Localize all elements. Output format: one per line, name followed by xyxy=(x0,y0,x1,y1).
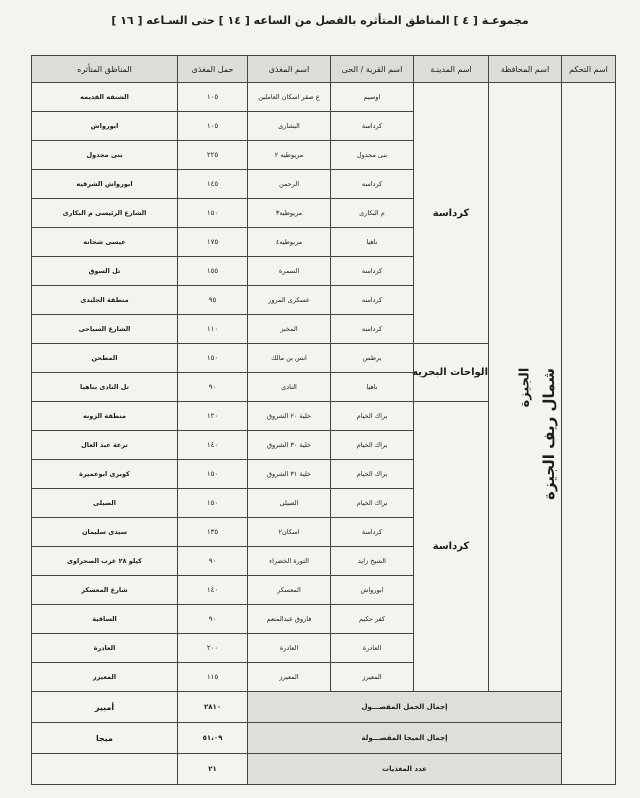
load-cell: ٢٠٠ xyxy=(178,634,248,663)
area-cell: شارع المعسكر xyxy=(32,576,178,605)
feeder-cell: الرحمن xyxy=(248,170,331,199)
control-cell xyxy=(540,83,616,785)
summary-label: إجمال الحمل المفصـــول xyxy=(248,692,562,723)
summary-row-feeder-count xyxy=(32,754,616,785)
village-cell: براك الخيام xyxy=(331,489,414,518)
header-control: اسم التحكم xyxy=(562,56,616,83)
load-cell: ١٥٥ xyxy=(178,257,248,286)
feeder-cell: الصيلى xyxy=(248,489,331,518)
feeder-cell: المخبز xyxy=(248,315,331,344)
page-title: مجموعـة [ ٤ ] المناطق المتأثره بالفصل من الساعه [ ١٤ ] حتى السـاعه [ ١٦ ] xyxy=(111,14,529,27)
village-cell: براك الخيام xyxy=(331,431,414,460)
feeder-cell: المعيرز xyxy=(248,663,331,692)
summary-row-total-mega xyxy=(32,723,616,754)
village-cell: المعيرز xyxy=(331,663,414,692)
load-cell: ١٥٠ xyxy=(178,489,248,518)
feeder-cell: العادرة xyxy=(248,634,331,663)
city-cell: كرداسة xyxy=(414,83,489,344)
area-cell: منطقة الزونه xyxy=(32,402,178,431)
outage-table xyxy=(31,55,616,785)
village-cell: ابورواش xyxy=(331,576,414,605)
feeder-cell: خلية ٣٠ الشروق xyxy=(248,431,331,460)
area-cell: سيدى سليمان xyxy=(32,518,178,547)
feeder-cell: المعسكر xyxy=(248,576,331,605)
area-cell: الساقية xyxy=(32,605,178,634)
area-cell: ترعة عبد العال xyxy=(32,431,178,460)
area-cell: الشنقه القديمه xyxy=(32,83,178,112)
village-cell: كرداسة xyxy=(331,518,414,547)
summary-value: ٢١ xyxy=(178,754,248,785)
load-cell: ١٠٥ xyxy=(178,83,248,112)
feeder-cell: ع صقر اسكان العاملين xyxy=(248,83,331,112)
summary-blank xyxy=(32,754,178,785)
load-cell: ١٤٠ xyxy=(178,576,248,605)
summary-unit: ميجا xyxy=(32,723,178,754)
area-cell: منطقة الجلبدى xyxy=(32,286,178,315)
village-cell: كرداسه xyxy=(331,257,414,286)
governorate-name: الجيزة xyxy=(517,367,533,407)
load-cell: ١١٥ xyxy=(178,663,248,692)
load-cell: ١٥٠ xyxy=(178,199,248,228)
feeder-cell: خلية ٣١ الشروق xyxy=(248,460,331,489)
summary-row-total-load xyxy=(32,692,616,723)
feeder-cell: البشارى xyxy=(248,112,331,141)
village-cell: الشيخ زايد xyxy=(331,547,414,576)
load-cell: ١٠٥ xyxy=(178,112,248,141)
feeder-cell: السمرة xyxy=(248,257,331,286)
area-cell: كوبرى ابوعميرة xyxy=(32,460,178,489)
summary-value: ٥١،٠٩ xyxy=(178,723,248,754)
header-load: حمل المغذى xyxy=(178,56,248,83)
city-cell: الواحات البحريه xyxy=(414,344,489,402)
village-cell: م البكارى xyxy=(331,199,414,228)
village-cell: كرداسه xyxy=(331,170,414,199)
village-cell: ناهيا xyxy=(331,373,414,402)
area-cell: بنى مجدول xyxy=(32,141,178,170)
area-cell: العادرة xyxy=(32,634,178,663)
feeder-cell: عسكرى المرور xyxy=(248,286,331,315)
area-cell: الشارع السياحى xyxy=(32,315,178,344)
header-row xyxy=(32,56,616,83)
table-row xyxy=(32,83,616,112)
village-cell: بنى مجدول xyxy=(331,141,414,170)
summary-label: إجمال الميجا المفصـــولة xyxy=(248,723,562,754)
load-cell: ٢٢٥ xyxy=(178,141,248,170)
summary-unit: أمبير xyxy=(32,692,178,723)
header-feeder: اسم المغذى xyxy=(248,56,331,83)
feeder-cell: انس بن مالك xyxy=(248,344,331,373)
area-cell: ابورواش الشرقيه xyxy=(32,170,178,199)
village-cell: براك الخيام xyxy=(331,460,414,489)
city-cell: كرداسة xyxy=(414,402,489,692)
load-cell: ١٥٠ xyxy=(178,460,248,489)
area-cell: المعيرز xyxy=(32,663,178,692)
load-cell: ٩٥ xyxy=(178,286,248,315)
feeder-cell: اسكان٢ xyxy=(248,518,331,547)
area-cell: تل السوق xyxy=(32,257,178,286)
village-cell: ناهيا xyxy=(331,228,414,257)
area-cell: تل النادى بناهيا xyxy=(32,373,178,402)
load-cell: ٩٠ xyxy=(178,547,248,576)
village-cell: برطس xyxy=(331,344,414,373)
village-cell: اوسيم xyxy=(331,83,414,112)
header-city: اسم المدينـة xyxy=(414,56,489,83)
control-name: شمال ريف الجيزة xyxy=(540,367,559,500)
village-cell: براك الخيام xyxy=(331,402,414,431)
summary-value: ٢٨١٠ xyxy=(178,692,248,723)
summary-label: عدد المغذيات xyxy=(248,754,562,785)
header-governorate: اسم المحافظة xyxy=(489,56,562,83)
area-cell: الصيلى xyxy=(32,489,178,518)
village-cell: كرداسه xyxy=(331,315,414,344)
feeder-cell: مريوطيه٣ xyxy=(248,199,331,228)
header-areas: المناطق المتأثره xyxy=(32,56,178,83)
load-cell: ١٥٠ xyxy=(178,344,248,373)
area-cell: عيسى شحاته xyxy=(32,228,178,257)
load-cell: ١٧٥ xyxy=(178,228,248,257)
load-cell: ١٤٠ xyxy=(178,431,248,460)
header-village: اسم القرية / الحى xyxy=(331,56,414,83)
village-cell: كفر حكيم xyxy=(331,605,414,634)
load-cell: ٩٠ xyxy=(178,373,248,402)
load-cell: ١١٠ xyxy=(178,315,248,344)
feeder-cell: مريوطيه ٢ xyxy=(248,141,331,170)
load-cell: ١٤٥ xyxy=(178,170,248,199)
load-cell: ٩٠ xyxy=(178,605,248,634)
area-cell: كيلو ٢٨ غرب الصحراوى xyxy=(32,547,178,576)
load-cell: ١٣٥ xyxy=(178,518,248,547)
area-cell: ابورواش xyxy=(32,112,178,141)
area-cell: الشارع الرئيسى م البكارى xyxy=(32,199,178,228)
village-cell: العادرة xyxy=(331,634,414,663)
feeder-cell: فاروق عبدالمنعم xyxy=(248,605,331,634)
load-cell: ١٢٠ xyxy=(178,402,248,431)
village-cell: كرداسه xyxy=(331,286,414,315)
feeder-cell: الثورة الخضراء xyxy=(248,547,331,576)
area-cell: المطحن xyxy=(32,344,178,373)
feeder-cell: خلية ٢٠ الشروق xyxy=(248,402,331,431)
feeder-cell: مريوطيه٤ xyxy=(248,228,331,257)
feeder-cell: النادى xyxy=(248,373,331,402)
village-cell: كرداسة xyxy=(331,112,414,141)
